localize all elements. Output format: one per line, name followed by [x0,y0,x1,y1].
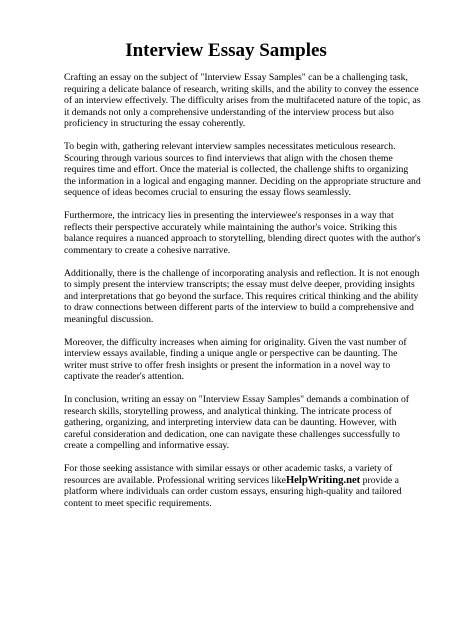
resources-text-after: provide a platform where individuals can order custom essays, ensuring high-quality and tailored content to meet specific requirements. [64,474,402,509]
paragraph-research: To begin with, gathering relevant interview samples necessitates meticulous research. Scouring through various sources to find interviews that align with the chosen theme requires time and effort. Once the material is collected, the challenge shifts to organizing the information in a logical and engaging manner. Deciding on the appropriate structure and sequence of ideas becomes crucial to ensuring the essay flows seamlessly. [64,141,421,198]
brand-link[interactable]: HelpWriting.net [285,474,361,486]
essay-body [64,72,422,521]
page-title: Interview Essay Samples [125,40,327,61]
paragraph-originality: Moreover, the difficulty increases when aiming for originality. Given the vast number of interview essays available, finding a unique angle or perspective can be daunting. The writer must strive to offer fresh insights or present the information in a novel way to captivate the reader's attention. [64,336,407,382]
paragraph-intro: Crafting an essay on the subject of "Interview Essay Samples" can be a challenging task, requiring a delicate balance of research, writing skills, and the ability to convey the essence of an interview effectively. The difficulty arises from the multifaceted nature of the topic, as it demands not only a comprehensive understanding of the interview process but also proficiency in structuring the essay coherently. [64,72,421,129]
paragraph-analysis: Additionally, there is the challenge of incorporating analysis and reflection. It is not enough to simply present the interview transcripts; the essay must delve deeper, providing insights and interpretations that go beyond the surface. This requires critical thinking and the ability to draw connections between different parts of the interview to build a comprehensive and meaningful discussion. [64,267,420,325]
paragraph-perspective: Furthermore, the intricacy lies in presenting the interviewee's responses in a way that reflects their perspective accurately while maintaining the author's voice. Striking this balance requires a nuanced approach to storytelling, blending direct quotes with the author's commentary to create a cohesive narrative. [64,210,421,256]
resources-text-before: For those seeking assistance with similar essays or other academic tasks, a variety of resources are available. Professional writing services like [64,463,393,486]
paragraph-resources [64,463,422,509]
paragraph-conclusion: In conclusion, writing an essay on "Interview Essay Samples" demands a combination of research skills, storytelling prowess, and analytical thinking. The intricate process of gathering, organizing, and interpreting interview data can be daunting. However, with careful consideration and dedication, one can navigate these challenges successfully to create a compelling and informative essay. [64,394,410,451]
